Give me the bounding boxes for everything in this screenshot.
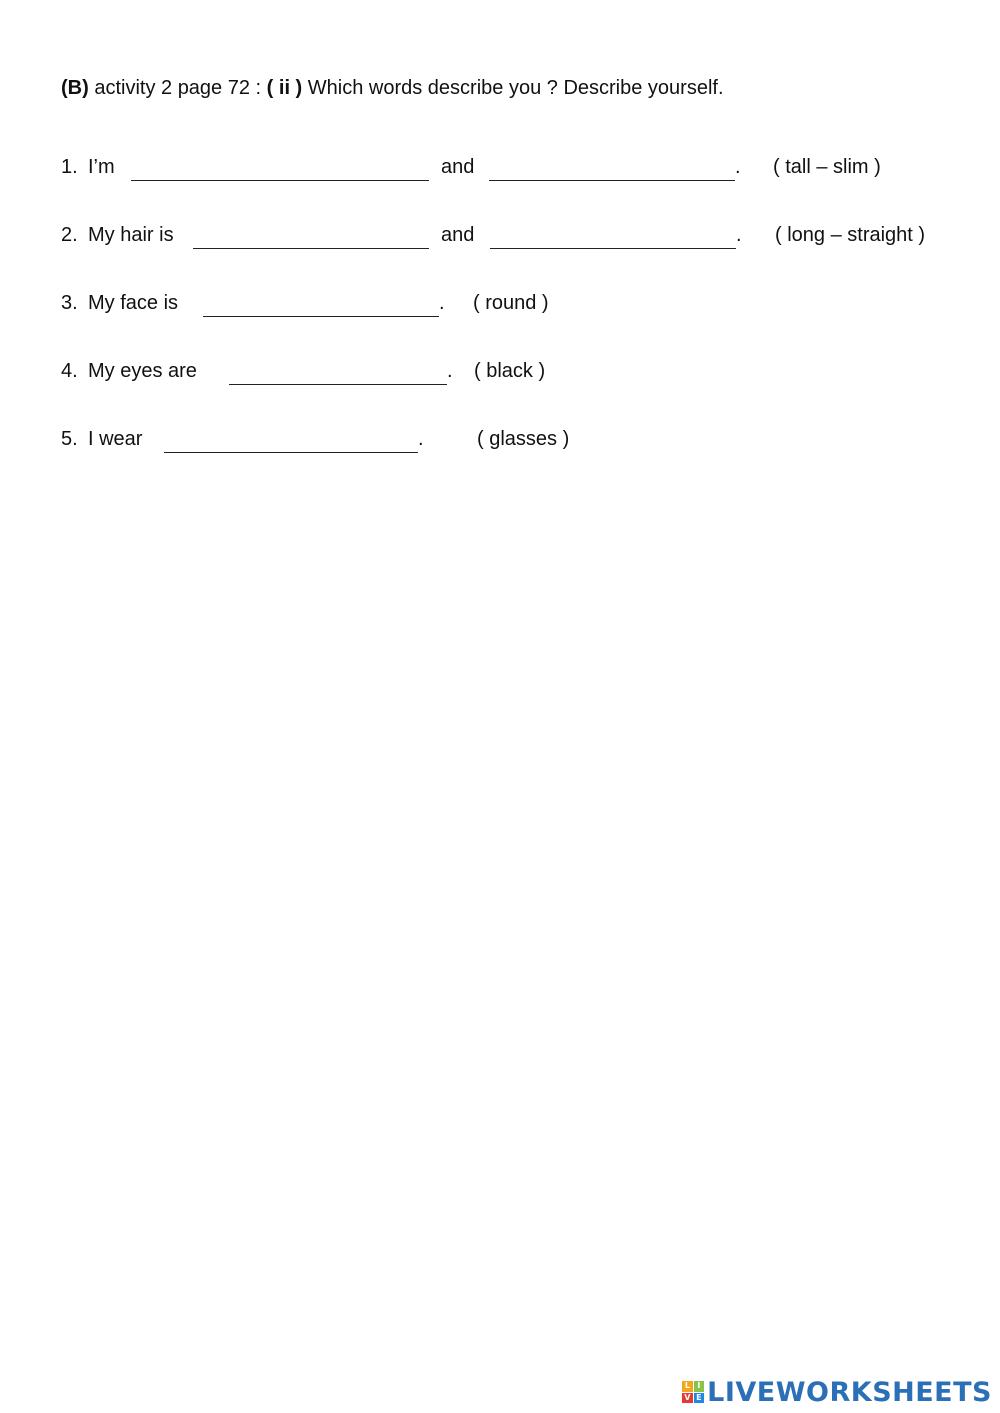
question-number: 2. (61, 224, 78, 246)
logo-mark-letter: E (694, 1393, 705, 1404)
question-number: 1. (61, 156, 78, 178)
period: . (447, 360, 453, 382)
part-label: ( ii ) (266, 77, 303, 99)
logo-mark-letter: I (694, 1381, 705, 1392)
logo-mark-icon (682, 1381, 704, 1403)
question-1 (61, 156, 961, 186)
question-2 (61, 224, 981, 254)
answer-input-1a[interactable] (131, 156, 429, 180)
answer-blank-1a[interactable] (131, 156, 429, 181)
section-label: (B) (61, 77, 89, 99)
question-4 (61, 360, 661, 390)
answer-input-5[interactable] (164, 428, 418, 452)
answer-blank-2a[interactable] (193, 224, 429, 249)
hint-text: ( black ) (474, 360, 546, 382)
period: . (418, 428, 424, 450)
answer-blank-3[interactable] (203, 292, 439, 317)
hint-text: ( glasses ) (477, 428, 570, 450)
answer-blank-2b[interactable] (490, 224, 736, 249)
period: . (735, 156, 741, 178)
period: . (736, 224, 742, 246)
question-lead-text: My hair is (88, 224, 174, 246)
logo-text: LIVEWORKSHEETS (707, 1376, 992, 1408)
answer-input-2b[interactable] (490, 224, 736, 248)
period: . (439, 292, 445, 314)
question-lead-text: My face is (88, 292, 179, 314)
logo-mark-letter: L (682, 1381, 693, 1392)
answer-input-3[interactable] (203, 292, 439, 316)
logo-mark-letter: V (682, 1393, 693, 1404)
question-3 (61, 292, 661, 322)
answer-blank-5[interactable] (164, 428, 418, 453)
question-number: 3. (61, 292, 78, 314)
instruction-text: Which words describe you ? Describe yourself. (307, 77, 724, 99)
question-number: 5. (61, 428, 78, 450)
answer-input-1b[interactable] (489, 156, 735, 180)
connector-text: and (441, 224, 475, 246)
activity-reference: activity 2 page 72 : (94, 77, 262, 99)
question-lead-text: I wear (88, 428, 143, 450)
hint-text: ( long – straight ) (775, 224, 926, 246)
activity-instruction (61, 77, 724, 100)
hint-text: ( tall – slim ) (773, 156, 881, 178)
connector-text: and (441, 156, 475, 178)
answer-blank-1b[interactable] (489, 156, 735, 181)
answer-input-2a[interactable] (193, 224, 429, 248)
question-lead-text: My eyes are (88, 360, 197, 382)
question-lead-text: I’m (88, 156, 115, 178)
liveworksheets-logo (682, 1377, 992, 1407)
hint-text: ( round ) (473, 292, 549, 314)
answer-blank-4[interactable] (229, 360, 447, 385)
question-number: 4. (61, 360, 78, 382)
question-5 (61, 428, 661, 458)
answer-input-4[interactable] (229, 360, 447, 384)
